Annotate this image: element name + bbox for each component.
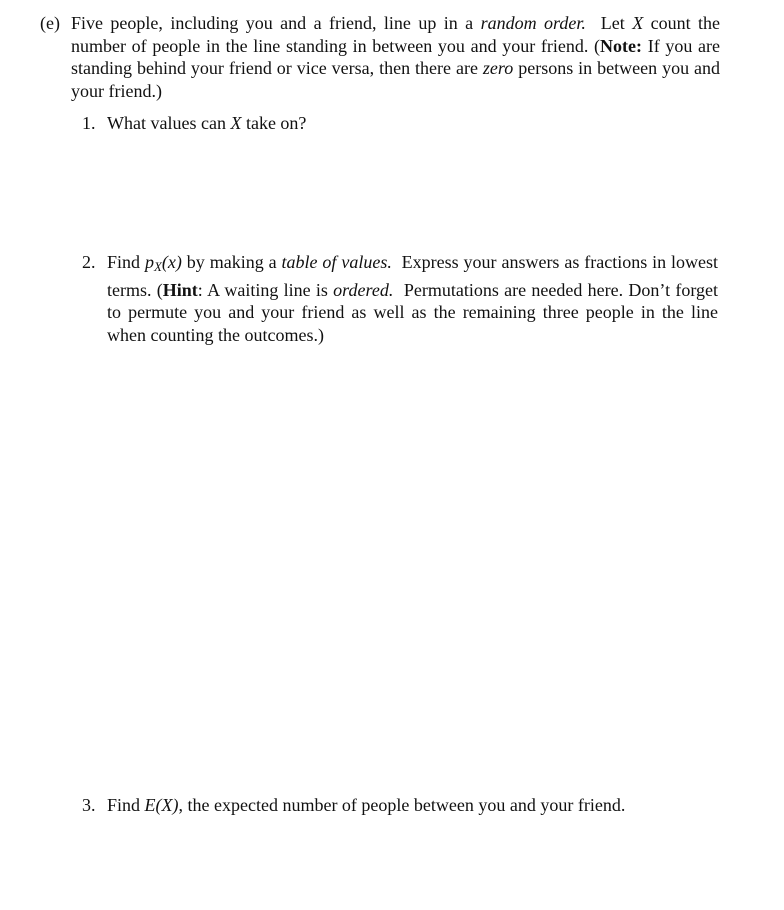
note-text-2: persons in between you and your friend.) [71,58,721,101]
part-2-text-b: by making a [186,252,277,272]
problem-e [40,12,720,102]
part-1-text-b: take on? [245,113,307,133]
table-of-values-emphasis: table of values. [281,252,392,272]
expectation-symbol: E(X) [144,795,179,815]
part-2-text-a: Find [107,252,141,272]
hint-label: Hint [162,279,198,300]
problem-intro-let: Let [600,13,625,33]
part-2-text-d: : A waiting line is [197,279,328,300]
part-text [107,112,718,135]
part-3 [82,794,718,817]
random-order-emphasis: random order. [480,13,586,33]
part-text [107,794,718,817]
variable-x: X [632,13,644,33]
part-2-text-c: Express your answers as fractions in lowest terms. ( [107,252,719,300]
problem-label: (e) [40,13,60,33]
part-number: 2. [82,252,96,272]
part-number: 1. [82,113,96,133]
part-text [107,251,718,346]
variable-x: X [230,113,242,133]
note-text-1: If you are standing behind your friend or vice versa, then there are [71,35,720,79]
part-3-text-a: Find [107,795,141,815]
note-label: Note: [600,35,643,56]
part-1 [82,112,718,135]
part-1-text-a: What values can [107,113,226,133]
part-number: 3. [82,795,96,815]
zero-emphasis: zero [482,58,514,79]
pmf-symbol: $p_X(x)$ [144,252,182,274]
problem-intro-count: count the number of people in the line standing in between you and your friend. ( [71,13,721,56]
part-3-text-b: , the expected number of people between you and your friend. [178,795,626,815]
problem-intro: Five people, including you and a friend, line up in a [71,13,474,33]
part-2-text-e: Permutations are needed here. Don’t forget to permute you and your friend as well as the remaining three people in the line when counting the outcomes.) [107,279,719,345]
problem-statement [71,12,720,102]
part-2 [82,251,718,346]
ordered-emphasis: ordered. [333,279,394,300]
